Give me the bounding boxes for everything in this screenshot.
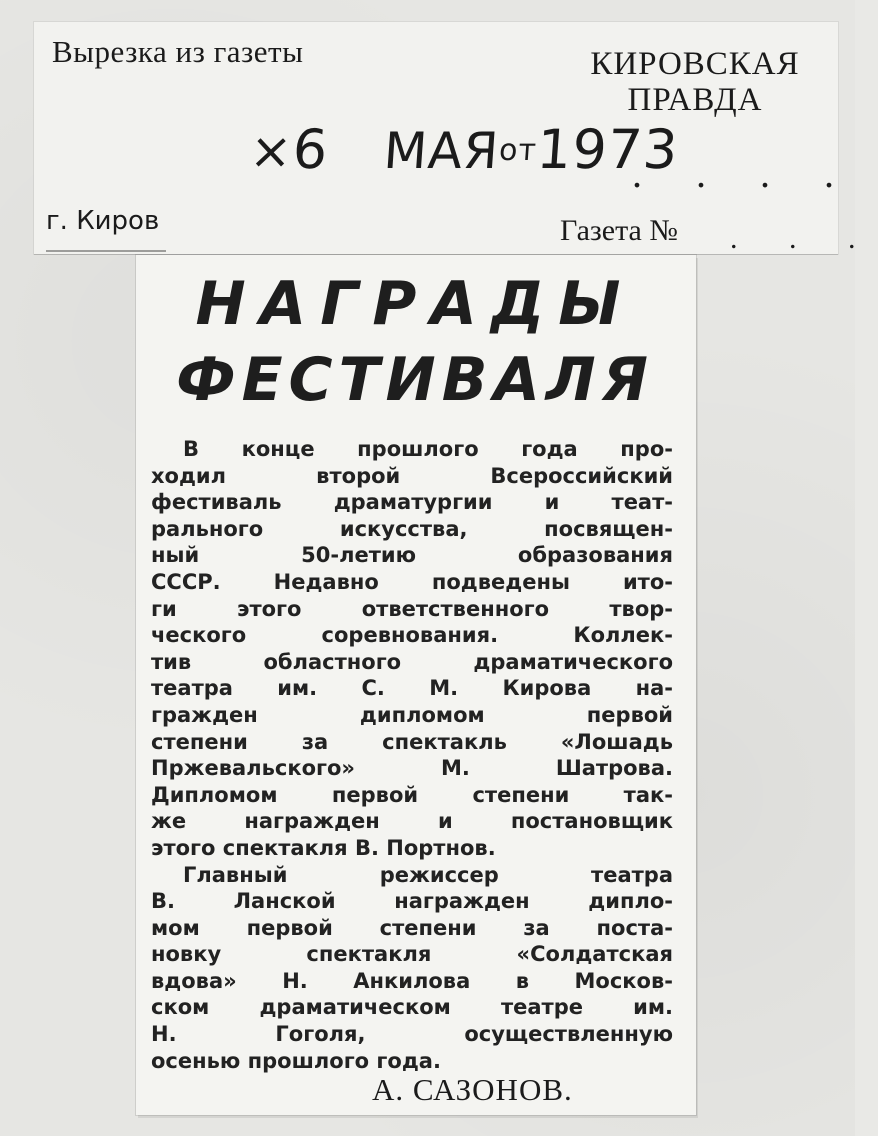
article-line: фестиваль драматургии и теат- <box>151 490 673 515</box>
article-line: мом первой степени за поста- <box>151 915 673 940</box>
article-line: Пржевальского» М. Шатрова. <box>151 756 673 781</box>
date-month: МАЯ <box>381 122 502 180</box>
date-year: 1973 <box>534 118 681 181</box>
article-line: Дипломом первой степени так- <box>151 782 673 807</box>
issue-dots: . . . <box>730 222 878 255</box>
headline-line2: ФЕСТИВАЛЯ <box>176 345 654 415</box>
headline-line1: НАГРАДЫ <box>195 269 635 339</box>
newspaper-name <box>575 46 815 118</box>
article-line: рального искусства, посвящен- <box>151 516 673 541</box>
article-line: ском драматическом театре им. <box>151 995 673 1020</box>
article-line: ческого соревнования. Коллек- <box>151 623 673 648</box>
article-body <box>151 436 673 1074</box>
article-line: осенью прошлого года. <box>151 1048 441 1073</box>
article-line: СССР. Недавно подведены ито- <box>151 569 673 594</box>
article-line: ходил второй Всероссийский <box>151 463 673 488</box>
article-line: же награжден и постановщик <box>151 809 673 834</box>
date-dots: . . . . <box>632 151 856 196</box>
city-label: г. Киров <box>46 206 160 236</box>
date-day: 6 <box>290 118 331 181</box>
article-line: ный 50-летию образования <box>151 543 673 568</box>
article-line: В конце прошлого года про- <box>183 437 673 461</box>
article-line: тив областного драматического <box>151 649 673 674</box>
city-underline <box>46 250 166 252</box>
article-headline <box>150 266 680 418</box>
article-line: Главный режиссер театра <box>183 862 673 887</box>
date-of: от <box>497 133 539 168</box>
clipping-label: Вырезка из газеты <box>52 34 304 69</box>
article-line: новку спектакля «Солдатская <box>151 942 673 967</box>
issue-label: Газета № <box>560 214 678 247</box>
article-line: В. Ланской награжден дипло- <box>151 889 673 914</box>
newspaper-name-line1: КИРОВСКАЯ <box>590 46 800 82</box>
article-line: ги этого ответственного твор- <box>151 596 673 621</box>
newspaper-name-line2: ПРАВДА <box>627 82 763 118</box>
article-line: этого спектакля В. Портнов. <box>151 835 496 860</box>
handwritten-date <box>248 118 681 181</box>
article-line: гражден дипломом первой <box>151 702 673 727</box>
article-line: степени за спектакль «Лошадь <box>151 729 673 754</box>
article-author: А. САЗОНОВ. <box>372 1072 573 1107</box>
article-line: Н. Гоголя, осуществленную <box>151 1022 673 1047</box>
article-line: вдова» Н. Анкилова в Москов- <box>151 968 673 993</box>
article-line: театра им. С. М. Кирова на- <box>151 676 673 701</box>
date-prefix: × <box>247 122 295 180</box>
